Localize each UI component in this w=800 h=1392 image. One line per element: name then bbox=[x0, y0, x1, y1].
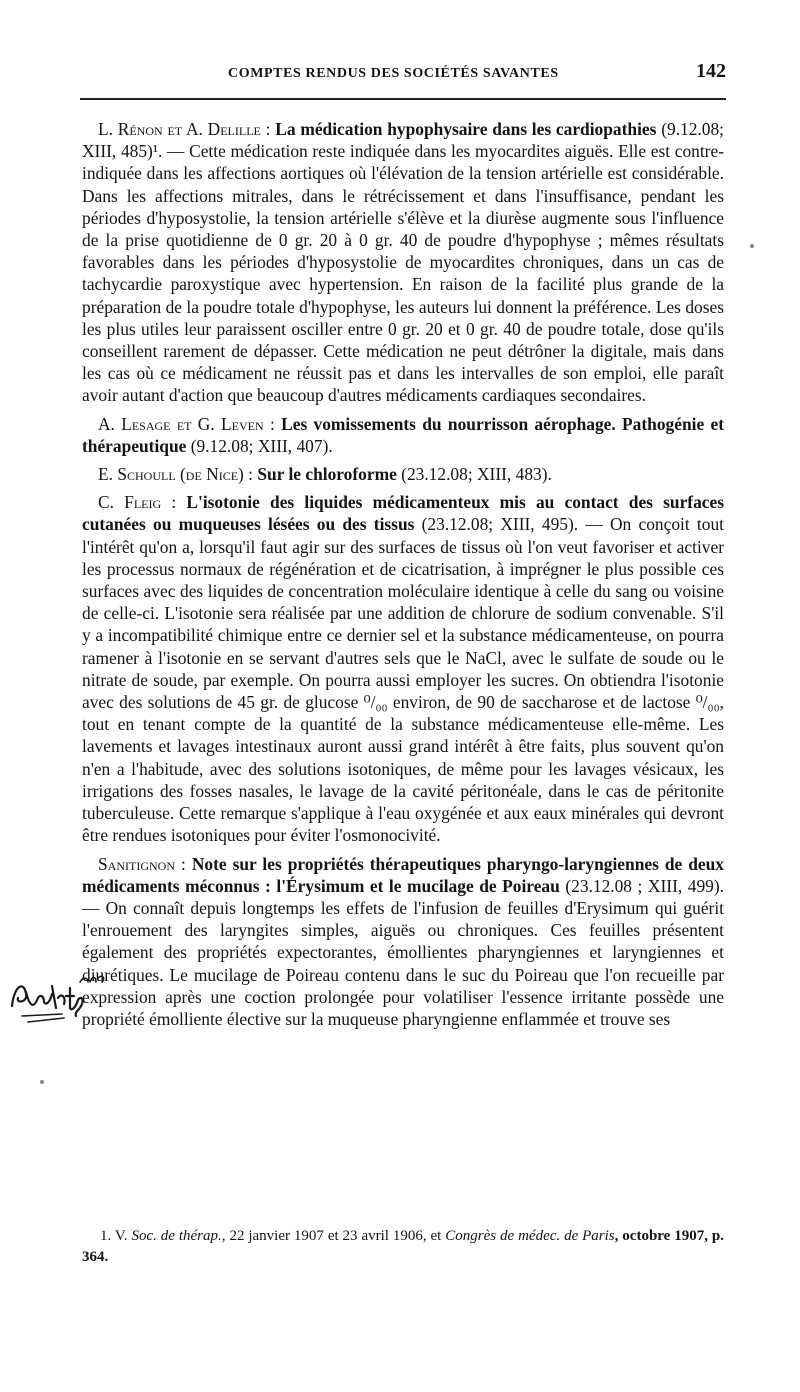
entry-text: (9.12.08; XIII, 407). bbox=[190, 435, 333, 456]
entry-title: Note sur les propriétés thérapeutiques pharyngo-laryngiennes de deux médicaments méconnus : l'Érysimum et le mucilage de Poireau bbox=[82, 853, 724, 896]
entry-text: (23.12.08; XIII, 483). bbox=[401, 464, 552, 485]
footnote-tail: , octobre 1907, p. 364. bbox=[82, 1228, 725, 1265]
article-body bbox=[82, 118, 724, 1036]
page-header bbox=[80, 58, 726, 92]
entry-author: A. Lesage et G. Leven : bbox=[98, 413, 275, 434]
footnote-prefix: V. bbox=[114, 1228, 128, 1244]
entry-author: Sanitignon : bbox=[98, 853, 186, 874]
entry-title: Les vomissements du nourrisson aérophage. Pathogénie et thérapeutique bbox=[82, 413, 724, 456]
margin-mark bbox=[40, 1080, 44, 1084]
entry-title: L'isotonie des liquides médicamenteux mis au contact des surfaces cutanées ou muqueuses lésées ou des tissus bbox=[82, 492, 725, 535]
margin-mark bbox=[750, 244, 754, 248]
footnote-source-2: Congrès de médec. de Paris bbox=[445, 1228, 615, 1244]
entry-text: (23.12.08 ; XIII, 499). — On connaît depuis longtemps les effets de l'infusion de feuilles d'Erysimum qui guérit l'enrouement des laryngites simples, aiguës ou chroniques. Ces feuilles présentent également des propriétés expectorantes, émollientes pharyngiennes et laryngiennes et diurétiques. Le mucilage de Poireau contenu dans le suc du Poireau que l'on recueille par expression après une coction prolongée pour volatiliser l'essence irritante possède une propriété émolliente élective sur la muqueuse pharyngienne enflammée et trouve ses bbox=[82, 875, 724, 1029]
abstract-entry bbox=[82, 491, 724, 846]
entry-text: (23.12.08; XIII, 495). — On conçoit tout l'intérêt qu'on a, lorsqu'il faut agir sur des surfaces de tissus où l'on veut favoriser et activer les processus normaux de régénération et de cicatrisation, à imprégner le plus possible ces surfaces avec des liquides de concentration moléculaire identique à celle du sang ou voisine de celle-ci. L'isotonie sera réalisée par une addition de chlorure de sodium convenable. S'il y a incompatibilité chimique entre ce dernier sel et la substance médicamenteuse, on pourra ramener à l'isotonie en se servant d'autres sels que le NaCl, avec le sulfate de soude ou le nitrate de soude, par exemple. On pourra aussi employer les sucres. On obtiendra l'isotonie avec des solutions de 45 gr. de glucose ⁰/₀₀ environ, de 90 de saccharose et de lactose ⁰/₀₀, tout en tenant compte de la quantité de la substance médicamenteuse elle-même. Les lavements et lavages intestinaux auront aussi grand intérêt à être faits, plus souvent qu'on n'en a l'habitude, avec des solutions isotoniques, de même pour les lavages vésicaux, les irrigations des fosses nasales, le lavage de la cavité péritonéale, dans le cas de péritonite tuberculeuse. Cette remarque s'applique à l'eau oxygénée et aux eaux minérales qui devront être rendues isotoniques pour éviter l'osmonocivité. bbox=[82, 514, 724, 846]
entry-title: Sur le chloroforme bbox=[257, 464, 397, 485]
abstract-entry bbox=[82, 413, 724, 457]
entry-author: L. Rénon et A. Delille : bbox=[98, 119, 271, 139]
entry-title: La médication hypophysaire dans les cardiopathies bbox=[275, 119, 657, 139]
entry-author: E. Schoull (de Nice) : bbox=[98, 464, 253, 485]
header-rule bbox=[80, 98, 726, 100]
running-head: COMPTES RENDUS DES SOCIÉTÉS SAVANTES bbox=[228, 66, 559, 81]
abstract-entry bbox=[82, 853, 724, 1031]
footnote-number: 1. bbox=[100, 1228, 112, 1244]
footnote-dates: , 22 janvier 1907 et 23 avril 1906, et bbox=[221, 1228, 442, 1244]
footnote bbox=[82, 1226, 724, 1268]
abstract-entry bbox=[82, 463, 724, 485]
handwritten-annotation bbox=[4, 968, 154, 1028]
page-number: 142 bbox=[696, 60, 726, 82]
entry-author: C. Fleig : bbox=[98, 492, 177, 513]
footnote-source-1: Soc. de thérap. bbox=[131, 1228, 222, 1244]
abstract-entry bbox=[82, 118, 724, 407]
entry-text: (9.12.08; XIII, 485)¹. — Cette médication reste indiquée dans les myocardites aiguës. Elle est contre-indiquée dans les affections aortiques où l'élévation de la tension artérielle est considérable. Dans les affections mitrales, dans le rétrécissement et dans l'insuffisance, pendant les périodes d'hyposystolie, la tension artérielle s'élève et la diurèse augmente sous l'influence de la prise quotidienne de 0 gr. 20 à 0 gr. 40 de poudre d'hypophyse ; mêmes résultats favorables dans les périodes d'hyposystolie de myocardites chroniques, dans un cas de tachycardie paroxystique avec hypertension. En raison de la facilité plus grande de la préparation de la poudre totale d'hypophyse, les auteurs lui donnent la préférence. Les doses les plus utiles leur paraissent osciller entre 0 gr. 20 et 0 gr. 40 de poudre totale, dose qu'ils conseillent rarement de dépasser. Cette médication ne peut détrôner la digitale, mais dans les cas où ce médicament ne réussit pas et dans les intervalles de son emploi, elle paraît avoir autant d'action que beaucoup d'autres médicaments cardiaques secondaires. bbox=[82, 119, 724, 406]
